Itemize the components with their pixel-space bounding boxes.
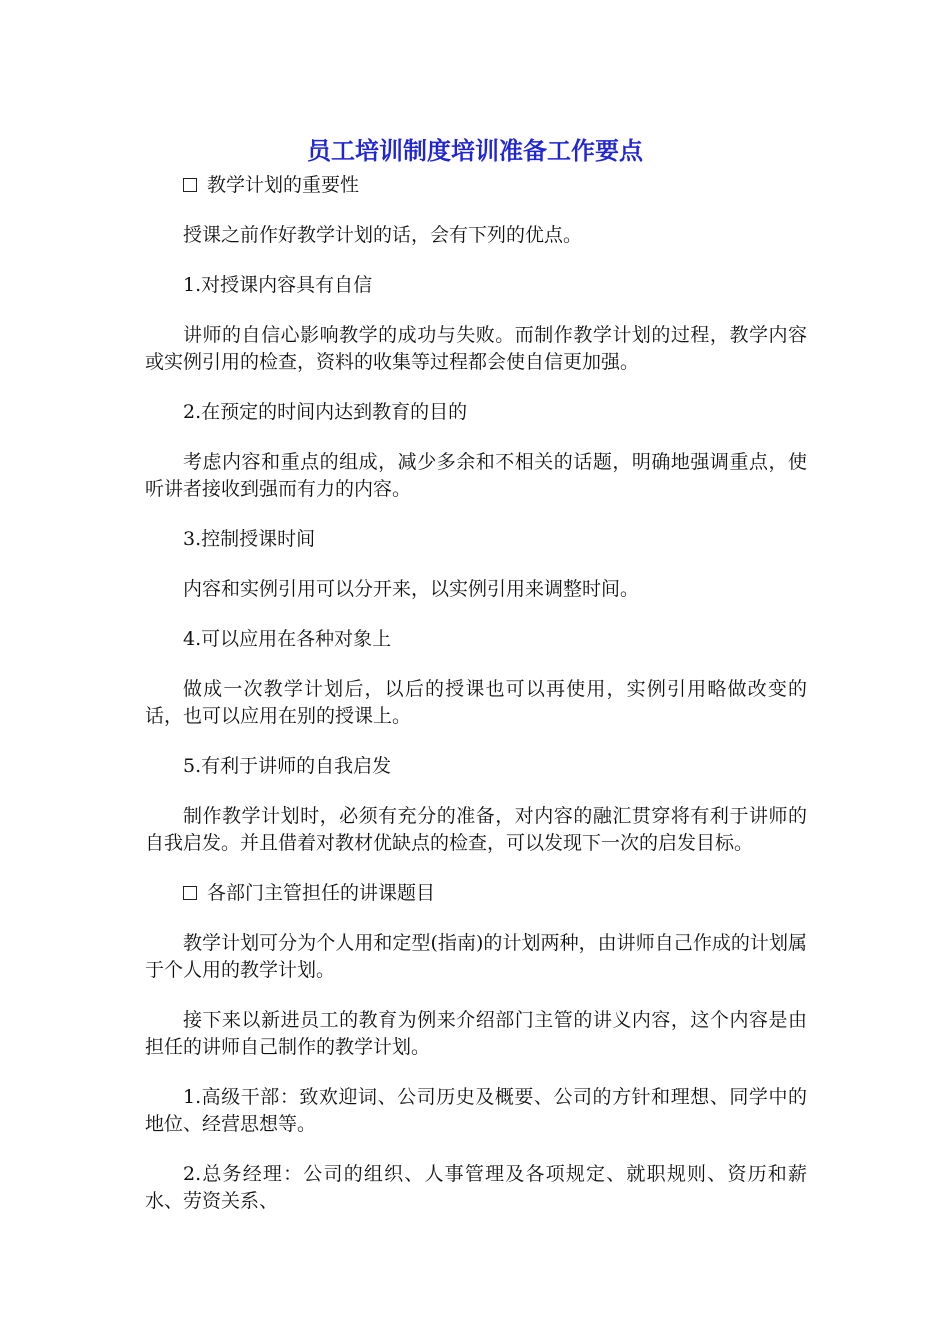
section-heading bbox=[145, 172, 807, 199]
list-item-heading: 3.控制授课时间 bbox=[183, 528, 316, 550]
paragraph: 内容和实例引用可以分开来，以实例引用来调整时间。 bbox=[183, 578, 640, 600]
document-title: 员工培训制度培训准备工作要点 bbox=[307, 137, 643, 165]
checkbox-bullet-icon bbox=[183, 886, 197, 900]
paragraph: 教学计划可分为个人用和定型(指南)的计划两种，由讲师自己作成的计划属于个人用的教学计划。 bbox=[145, 932, 807, 981]
list-item-heading: 5.有利于讲师的自我启发 bbox=[183, 755, 392, 777]
list-item-heading: 1.对授课内容具有自信 bbox=[183, 274, 373, 296]
paragraph: 授课之前作好教学计划的话，会有下列的优点。 bbox=[183, 224, 583, 246]
section-heading-text: 各部门主管担任的讲课题目 bbox=[207, 882, 436, 904]
list-item: 1.高级干部：致欢迎词、公司历史及概要、公司的方针和理想、同学中的地位、经营思想等。 bbox=[145, 1086, 807, 1135]
checkbox-bullet-icon bbox=[183, 178, 197, 192]
document-body bbox=[145, 172, 807, 1238]
section-heading-text: 教学计划的重要性 bbox=[207, 174, 360, 196]
list-item-heading: 2.在预定的时间内达到教育的目的 bbox=[183, 401, 468, 423]
paragraph: 接下来以新进员工的教育为例来介绍部门主管的讲义内容，这个内容是由担任的讲师自己制作的教学计划。 bbox=[145, 1009, 807, 1058]
paragraph: 考虑内容和重点的组成，减少多余和不相关的话题，明确地强调重点，使听讲者接收到强而有力的内容。 bbox=[145, 451, 807, 500]
paragraph: 做成一次教学计划后，以后的授课也可以再使用，实例引用略做改变的话，也可以应用在别的授课上。 bbox=[145, 678, 807, 727]
paragraph: 制作教学计划时，必须有充分的准备，对内容的融汇贯穿将有利于讲师的自我启发。并且借着对教材优缺点的检查，可以发现下一次的启发目标。 bbox=[145, 805, 807, 854]
list-item-heading: 4.可以应用在各种对象上 bbox=[183, 628, 392, 650]
section-heading bbox=[145, 880, 807, 907]
list-item: 2.总务经理：公司的组织、人事管理及各项规定、就职规则、资历和薪水、劳资关系、 bbox=[145, 1163, 807, 1212]
paragraph: 讲师的自信心影响教学的成功与失败。而制作教学计划的过程，教学内容或实例引用的检查，资料的收集等过程都会使自信更加强。 bbox=[145, 324, 807, 373]
